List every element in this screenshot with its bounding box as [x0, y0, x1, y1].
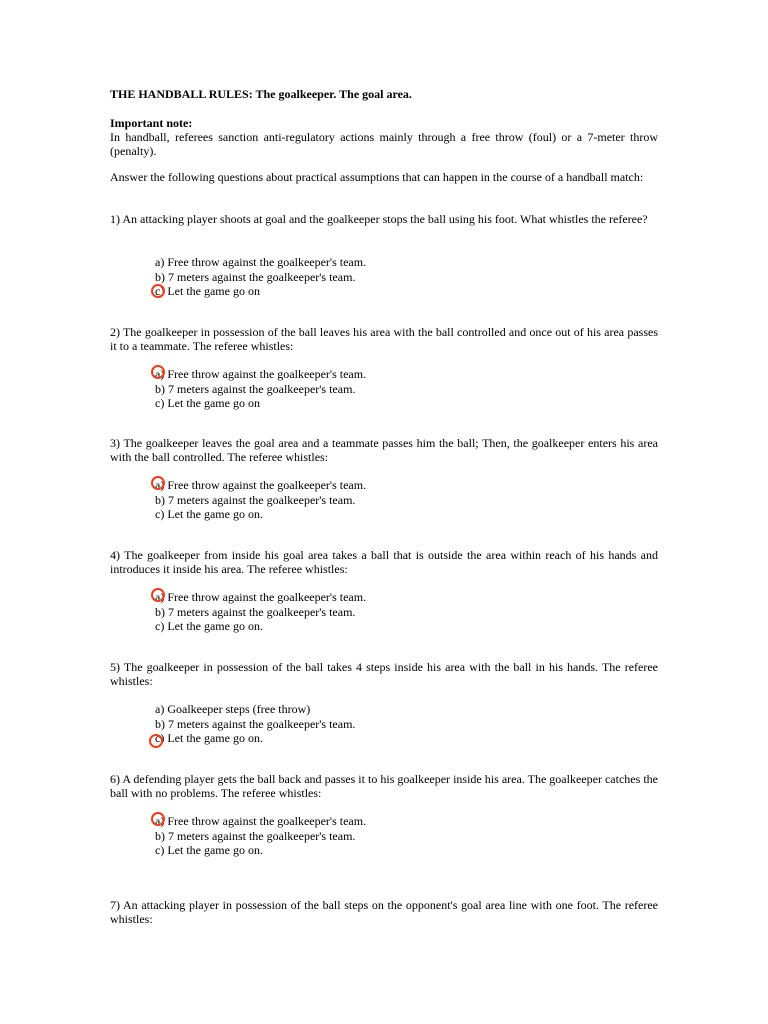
document-title: THE HANDBALL RULES: The goalkeeper. The goal area.	[110, 87, 412, 101]
option-c[interactable]: c) Let the game go on	[155, 396, 260, 410]
question-5-options	[155, 702, 555, 746]
option-a[interactable]: a) Free throw against the goalkeeper's team.	[155, 367, 367, 381]
option-c[interactable]: c) Let the game go on.	[155, 507, 263, 521]
option-c[interactable]: c) Let the game go on	[155, 284, 260, 298]
option-b[interactable]: b) 7 meters against the goalkeeper's team.	[155, 269, 356, 284]
option-c[interactable]: c) Let the game go on.	[155, 731, 263, 745]
option-a[interactable]: a) Free throw against the goalkeeper's team.	[155, 590, 367, 604]
question-6-text: 6) A defending player gets the ball back and passes it to his goalkeeper inside his area. The goalkeeper catches the ball with no problems. The referee whistles:	[110, 772, 658, 800]
option-a[interactable]: a) Goalkeeper steps (free throw)	[155, 702, 311, 716]
document-header	[110, 87, 658, 184]
question-7-text: 7) An attacking player in possession of the ball steps on the opponent's goal area line with one foot. The referee whistles:	[110, 898, 658, 926]
question-4-text: 4) The goalkeeper from inside his goal area takes a ball that is outside the area within reach of his hands and introduces it inside his area. The referee whistles:	[110, 548, 658, 576]
question-2-text: 2) The goalkeeper in possession of the ball leaves his area with the ball controlled and once out of his area passes it to a teammate. The referee whistles:	[110, 325, 658, 353]
question-3-text: 3) The goalkeeper leaves the goal area and a teammate passes him the ball; Then, the goalkeeper enters his area with the ball controlled. The referee whistles:	[110, 436, 658, 464]
option-b[interactable]: b) 7 meters against the goalkeeper's team.	[155, 716, 356, 731]
question-4-options	[155, 590, 555, 634]
option-b[interactable]: b) 7 meters against the goalkeeper's team.	[155, 381, 356, 396]
option-a[interactable]: a) Free throw against the goalkeeper's team.	[155, 255, 367, 269]
option-b[interactable]: b) 7 meters against the goalkeeper's team.	[155, 604, 356, 619]
option-b[interactable]: b) 7 meters against the goalkeeper's team.	[155, 492, 356, 507]
option-a[interactable]: a) Free throw against the goalkeeper's team.	[155, 478, 367, 492]
question-2-options	[155, 367, 555, 411]
question-1-options	[155, 255, 555, 299]
question-1-text: 1) An attacking player shoots at goal and the goalkeeper stops the ball using his foot. What whistles the referee?	[110, 212, 648, 226]
important-note-label: Important note:	[110, 116, 193, 130]
option-b[interactable]: b) 7 meters against the goalkeeper's team.	[155, 828, 356, 843]
question-5-text: 5) The goalkeeper in possession of the ball takes 4 steps inside his area with the ball in his hands. The referee whistles:	[110, 660, 658, 688]
question-3-options	[155, 478, 555, 522]
option-c[interactable]: c) Let the game go on.	[155, 843, 263, 857]
important-note-text: In handball, referees sanction anti-regulatory actions mainly through a free throw (foul) or a 7-meter throw (penalty).	[110, 130, 658, 158]
question-6-options	[155, 814, 555, 858]
instructions-text: Answer the following questions about practical assumptions that can happen in the course of a handball match:	[110, 170, 644, 184]
option-a[interactable]: a) Free throw against the goalkeeper's team.	[155, 814, 367, 828]
option-c[interactable]: c) Let the game go on.	[155, 619, 263, 633]
